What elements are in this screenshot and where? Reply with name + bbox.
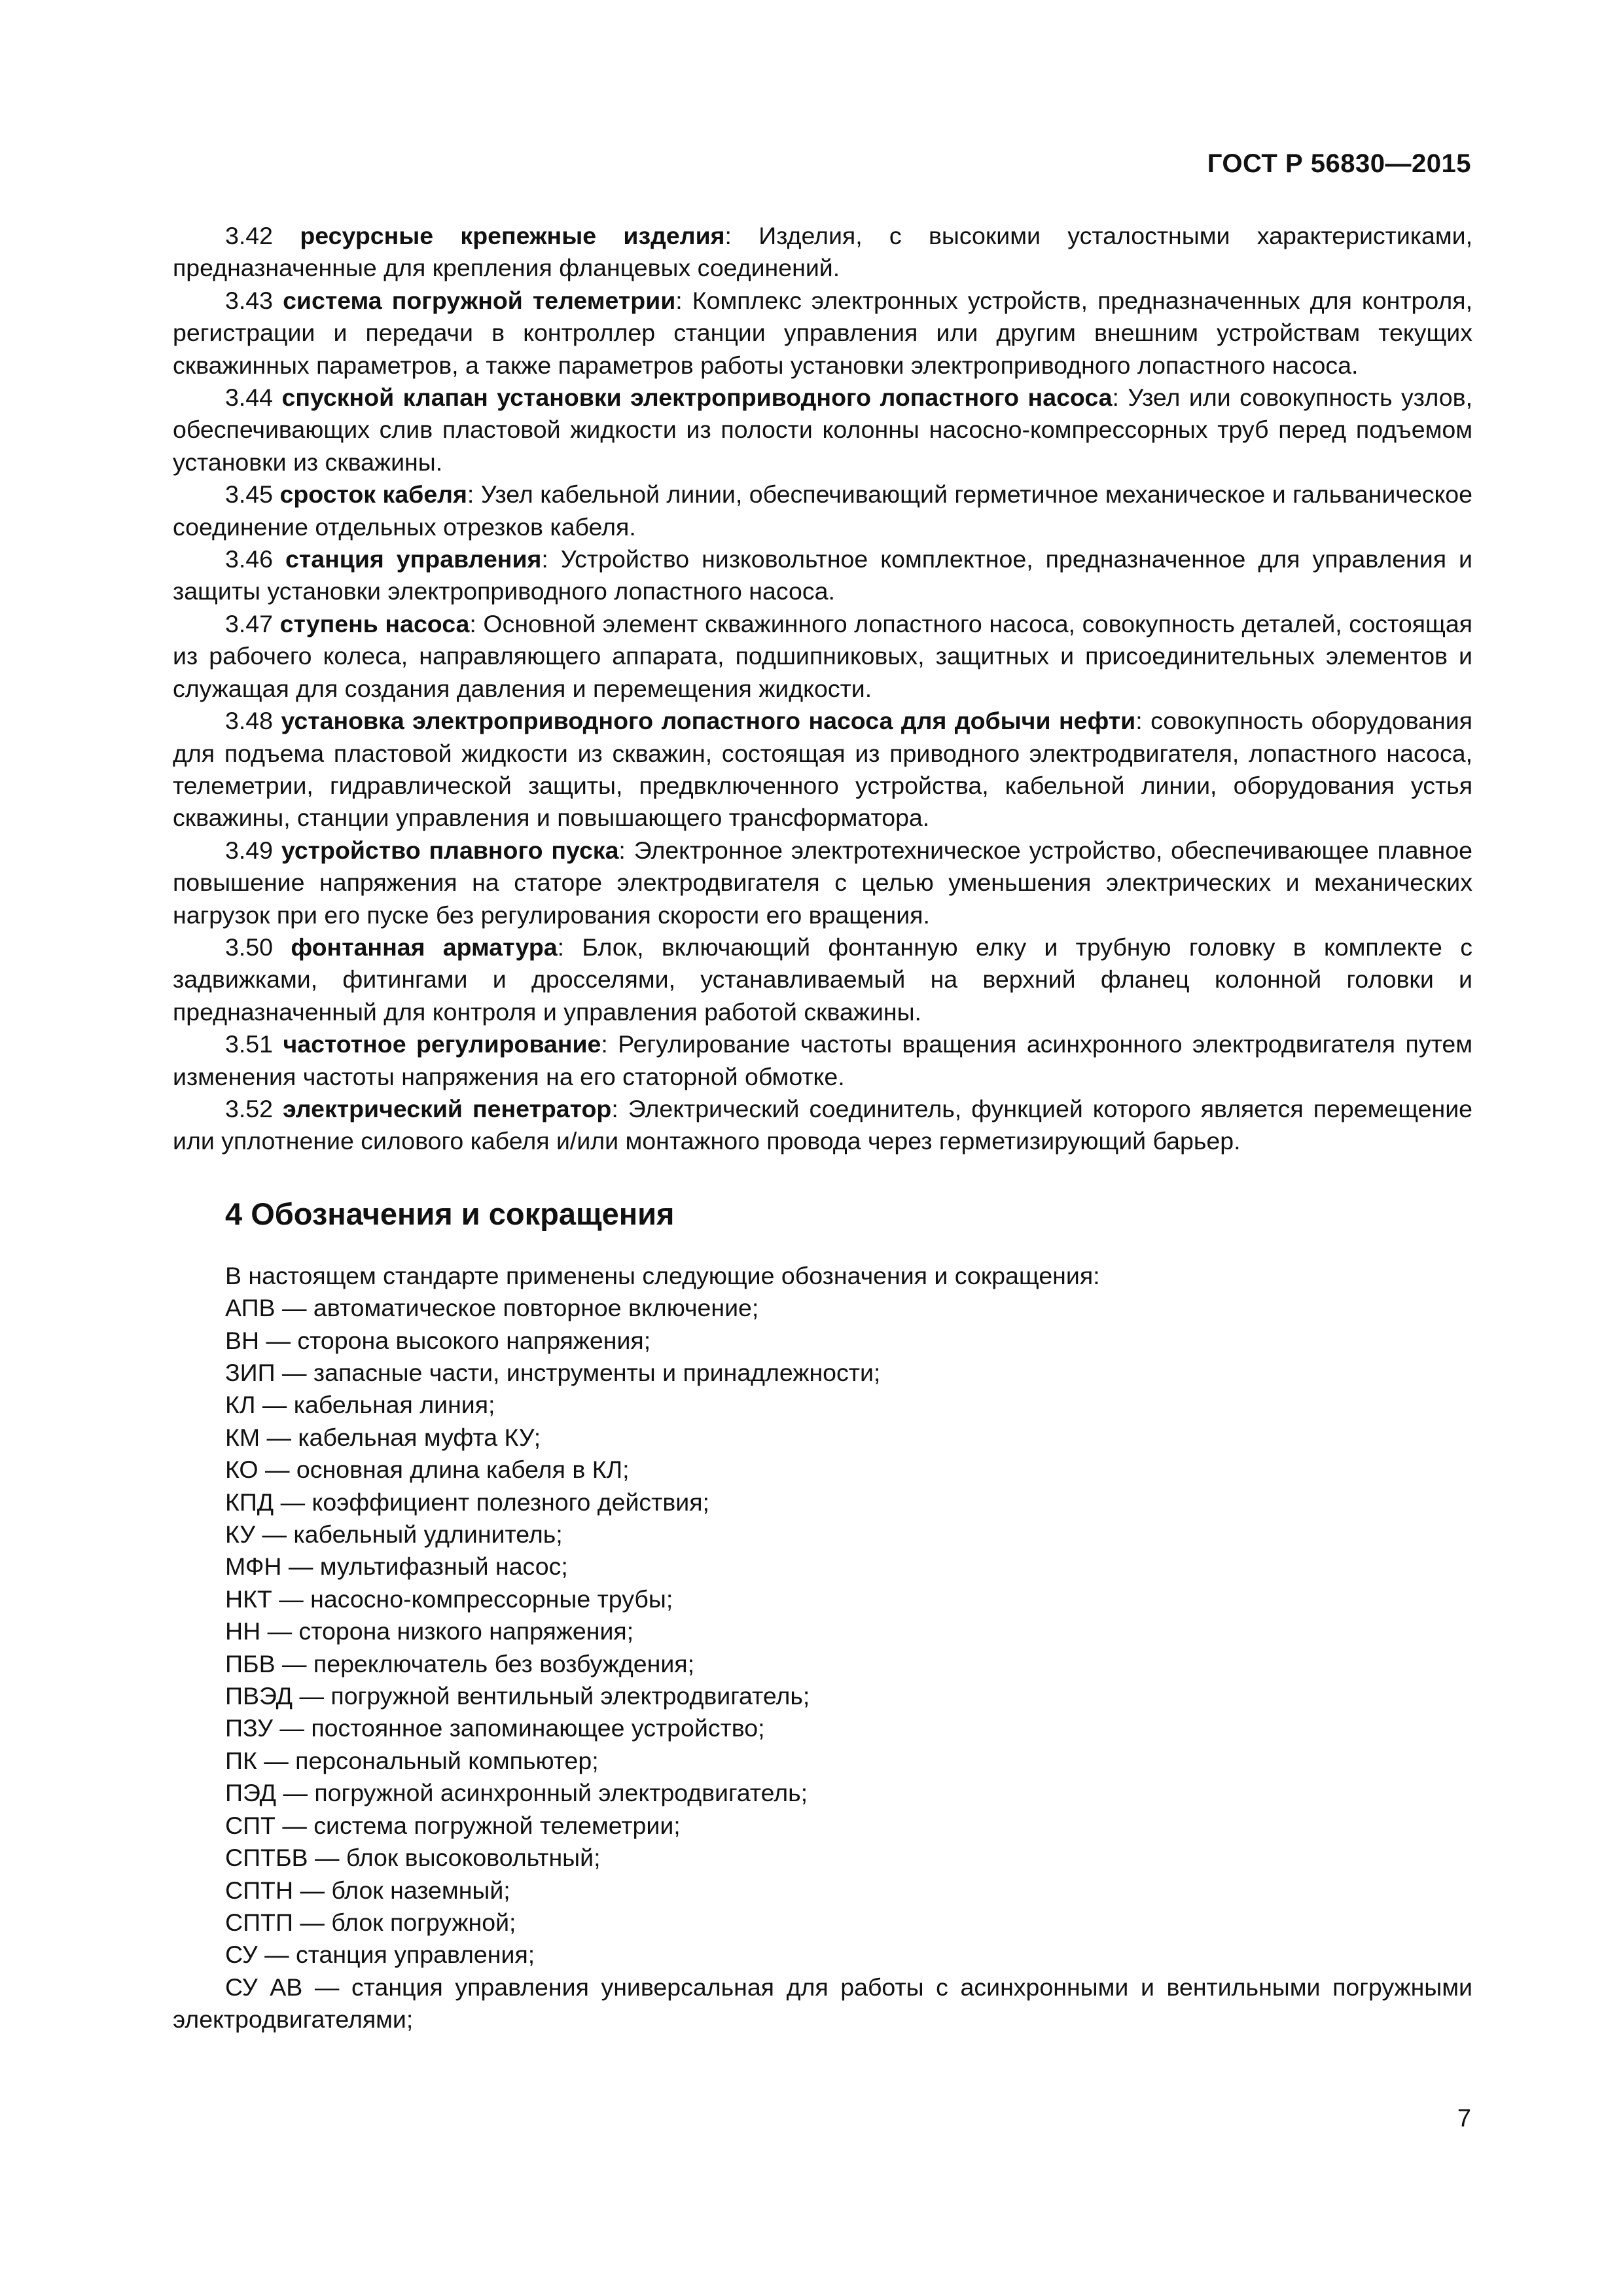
abbreviation-item: ПВЭД — погружной вентильный электродвигатель; — [225, 1682, 810, 1710]
abbreviation-item: ПЗУ — постоянное запоминающее устройство; — [225, 1714, 765, 1742]
abbreviation-item: СПТН — блок наземный; — [225, 1876, 510, 1904]
abbreviation-item: НКТ — насосно-компрессорные трубы; — [225, 1585, 673, 1613]
definition-term: частотное регулирование — [283, 1030, 601, 1058]
abbreviations-list — [173, 1292, 1472, 2036]
definition-term: система погружной телеметрии — [283, 286, 676, 314]
abbreviation-item: СУ АВ — станция управления универсальная для работы с асинхронными и вентильными погружными электродвигателями; — [173, 1973, 1472, 2034]
definition-term: электрический пенетратор — [283, 1094, 612, 1122]
definition-number: 3.50 — [225, 933, 273, 961]
definition-text: : Устройство низковольтное комплектное, предназначенное для управления и защиты установки электроприводного лопастного насоса. — [173, 545, 1473, 605]
abbreviation-item: СПТ — система погружной телеметрии; — [225, 1811, 681, 1839]
definition-3-49 — [173, 834, 1472, 931]
abbreviation-item: КМ — кабельная муфта КУ; — [225, 1423, 541, 1451]
section-heading: 4 Обозначения и сокращения — [225, 1196, 675, 1231]
definition-text: : Основной элемент скважинного лопастного насоса, совокупность деталей, состоящая из рабочего колеса, направляющего аппарата, подшипниковых, защитных и присоединительных элементов и служащая для создания давления и перемещения жидкости. — [173, 609, 1472, 702]
definition-3-50 — [173, 931, 1472, 1028]
abbreviation-item: ВН — сторона высокого напряжения; — [225, 1326, 651, 1354]
definition-3-52 — [173, 1093, 1472, 1158]
definition-term: ресурсные крепежные изделия — [300, 222, 725, 249]
definition-number: 3.51 — [225, 1030, 273, 1058]
definition-term: устройство плавного пуска — [281, 836, 619, 864]
definition-3-51 — [173, 1028, 1472, 1093]
abbreviation-item: СПТБВ — блок высоковольтный; — [225, 1844, 601, 1872]
abbreviation-item: СПТП — блок погружной; — [225, 1908, 516, 1936]
abbreviation-item: СУ — станция управления; — [225, 1941, 535, 1969]
page-content — [173, 220, 1472, 2036]
definition-term: станция управления — [285, 545, 542, 573]
definition-number: 3.48 — [225, 707, 273, 735]
definition-text: : совокупность оборудования для подъема пластовой жидкости из скважин, состоящая из приводного электродвигателя, лопастного насоса, телеметрии, гидравлической защиты, предвключенного устройства, кабельной линии, оборудования устья скважины, станции управления и повышающего трансформатора. — [173, 707, 1472, 832]
definition-text: : Узел или совокупность узлов, обеспечивающих слив пластовой жидкости из полости колонны насосно-компрессорных труб перед подъемом установки из скважины. — [173, 384, 1472, 476]
definition-term: спускной клапан установки электроприводного лопастного насоса — [281, 384, 1113, 412]
definition-number: 3.45 — [225, 480, 273, 509]
abbreviation-item: ПБВ — переключатель без возбуждения; — [225, 1649, 695, 1677]
definition-text: : Узел кабельной линии, обеспечивающий герметичное механическое и гальваническое соединение отдельных отрезков кабеля. — [173, 480, 1472, 541]
definition-3-48 — [173, 705, 1472, 834]
document-header: ГОСТ Р 56830—2015 — [1207, 149, 1471, 178]
definition-text: : Изделия, с высокими усталостными характеристиками, предназначенные для крепления фланцевых соединений. — [173, 222, 1473, 282]
definition-number: 3.49 — [225, 836, 273, 864]
definition-number: 3.44 — [225, 384, 273, 412]
definition-number: 3.43 — [225, 286, 273, 314]
definition-3-43 — [173, 285, 1472, 382]
definition-number: 3.46 — [225, 545, 273, 573]
definition-text: : Электрический соединитель, функцией которого является перемещение или уплотнение силового кабеля и/или монтажного провода через герметизирующий барьер. — [173, 1094, 1473, 1155]
definition-text: : Блок, включающий фонтанную елку и трубную головку в комплекте с задвижками, фитингами и дросселями, устанавливаемый на верхний фланец колонной головки и предназначенный для контроля и управления работой скважины. — [173, 933, 1472, 1026]
section-intro: В настоящем стандарте применены следующие обозначения и сокращения: — [225, 1261, 1100, 1289]
definition-text: : Комплекс электронных устройств, предназначенных для контроля, регистрации и передачи в контроллер станции управления или другим внешним устройствам текущих скважинных параметров, а также параметров работы установки электроприводного лопастного насоса. — [173, 286, 1472, 379]
definition-term: ступень насоса — [279, 609, 470, 637]
definitions-list — [173, 220, 1472, 1158]
abbreviation-item: ЗИП — запасные части, инструменты и принадлежности; — [225, 1359, 881, 1386]
definition-3-44 — [173, 382, 1472, 478]
definition-number: 3.42 — [225, 222, 273, 249]
abbreviation-item: ПЭД — погружной асинхронный электродвигатель; — [225, 1779, 808, 1807]
abbreviation-item: НН — сторона низкого напряжения; — [225, 1617, 634, 1645]
abbreviation-item: КО — основная длина кабеля в КЛ; — [225, 1456, 630, 1484]
definition-term: фонтанная арматура — [291, 933, 558, 961]
definition-3-46 — [173, 543, 1472, 608]
definition-term: сросток кабеля — [279, 480, 467, 509]
definition-3-42 — [173, 220, 1472, 285]
definition-number: 3.52 — [225, 1094, 273, 1122]
definition-3-47 — [173, 608, 1472, 705]
abbreviation-item: КПД — коэффициент полезного действия; — [225, 1488, 709, 1516]
abbreviation-item: КУ — кабельный удлинитель; — [225, 1520, 563, 1549]
abbreviation-item: АПВ — автоматическое повторное включение; — [225, 1294, 759, 1322]
page-number: 7 — [1457, 2105, 1471, 2132]
definition-term: установка электроприводного лопастного насоса для добычи нефти — [281, 707, 1136, 735]
abbreviation-item: КЛ — кабельная линия; — [225, 1391, 495, 1419]
definition-3-45 — [173, 478, 1472, 543]
definition-text: : Электронное электротехническое устройство, обеспечивающее плавное повышение напряжения на статоре электродвигателя с целью уменьшения электрических и механических нагрузок при его пуске без регулирования скорости его вращения. — [173, 836, 1472, 929]
abbreviation-item: ПК — персональный компьютер; — [225, 1746, 599, 1774]
definition-number: 3.47 — [225, 609, 273, 637]
definition-text: : Регулирование частоты вращения асинхронного электродвигателя путем изменения частоты напряжения на его статорной обмотке. — [173, 1030, 1472, 1090]
abbreviation-item: МФН — мультифазный насос; — [225, 1552, 568, 1581]
